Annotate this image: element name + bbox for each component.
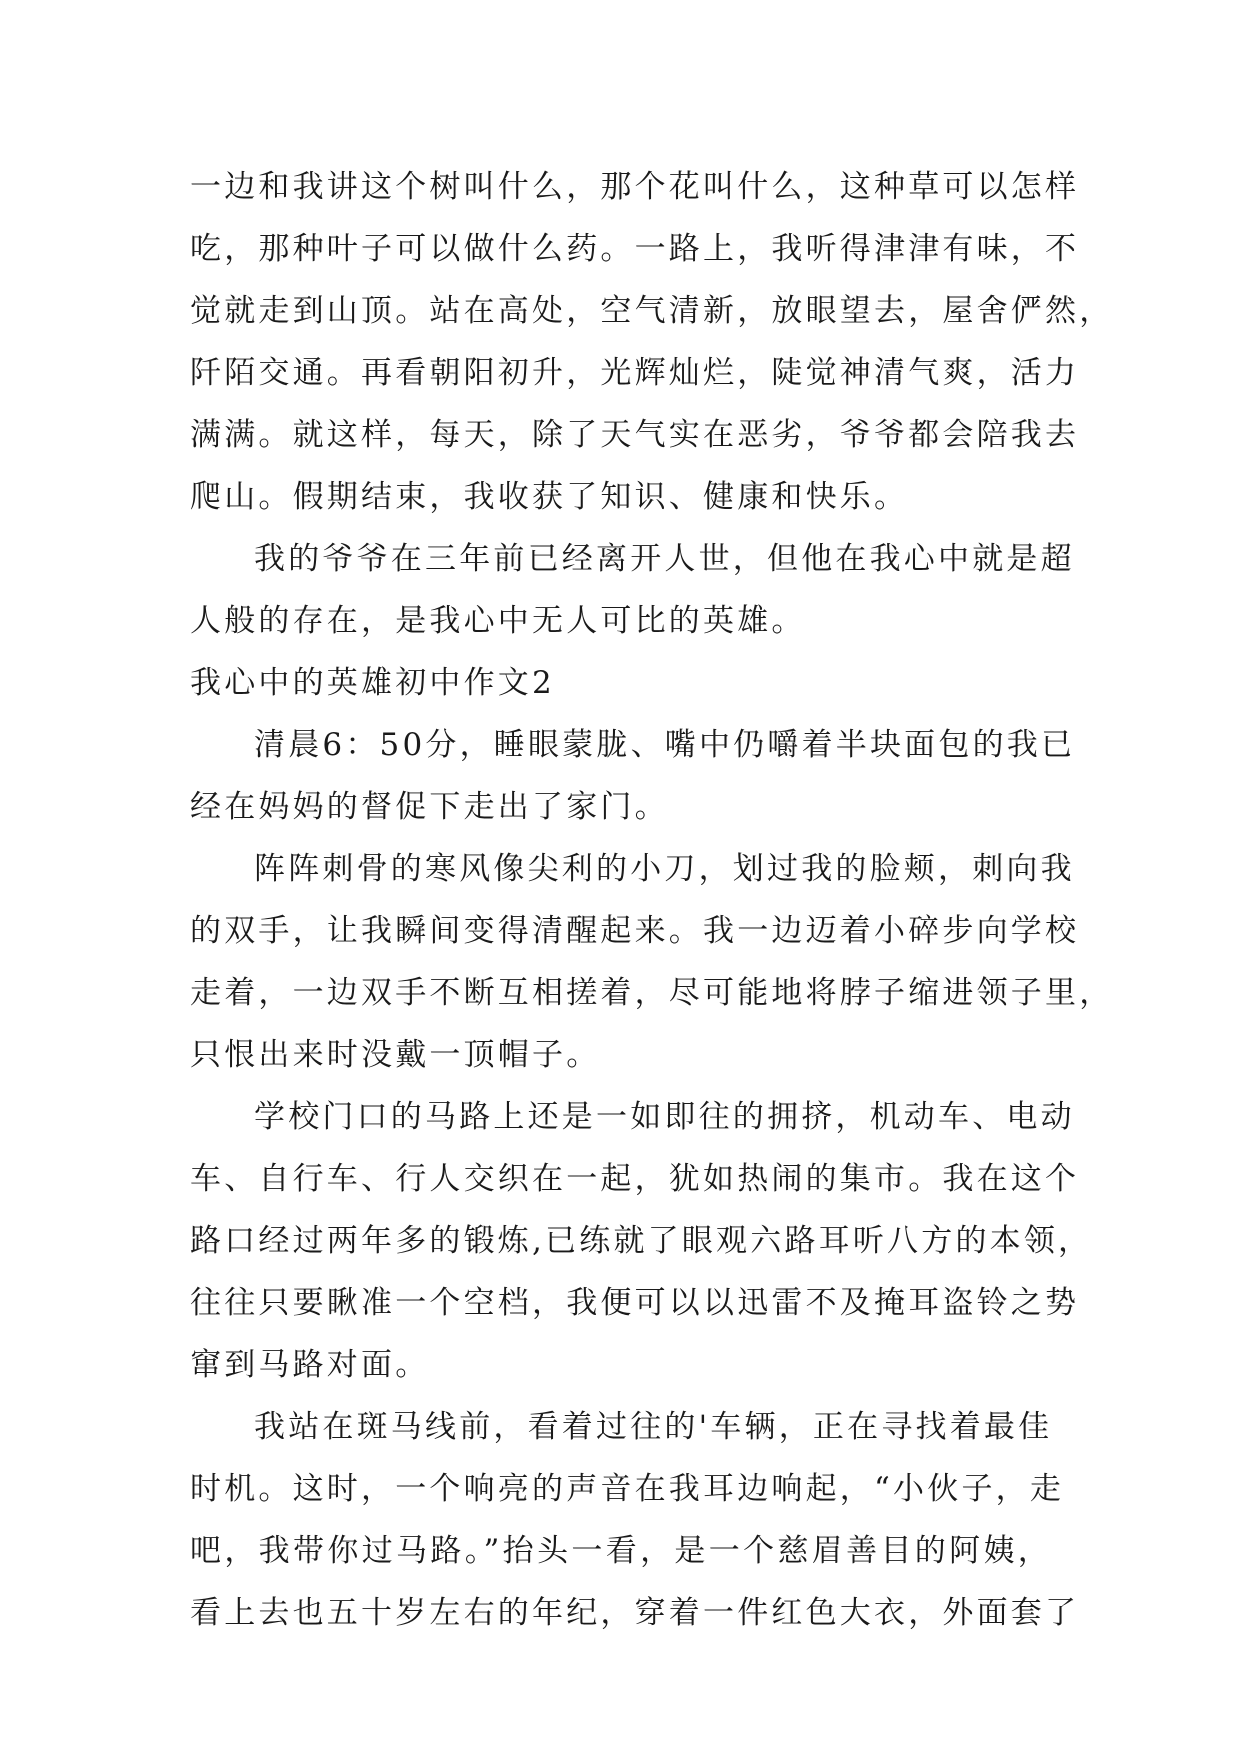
text-line: 满满。就这样，每天，除了天气实在恶劣，爷爷都会陪我去 (190, 417, 1080, 453)
text-line: 窜到马路对面。 (190, 1347, 430, 1383)
text-line: 只恨出来时没戴一顶帽子。 (190, 1037, 601, 1073)
text-line: 一边和我讲这个树叫什么，那个花叫什么，这种草可以怎样 (190, 169, 1080, 205)
text-line: 阡陌交通。再看朝阳初升，光辉灿烂，陡觉神清气爽，活力 (190, 355, 1080, 391)
paragraph-first-line: 我站在斑马线前，看着过往的'车辆，正在寻找着最佳 (254, 1409, 1053, 1445)
text-line: 爬山。假期结束，我收获了知识、健康和快乐。 (190, 479, 909, 515)
text-line: 的双手，让我瞬间变得清醒起来。我一边迈着小碎步向学校 (190, 913, 1080, 949)
text-line: 觉就走到山顶。站在高处，空气清新，放眼望去，屋舍俨然， (190, 293, 1114, 329)
paragraph-first-line: 阵阵刺骨的寒风像尖利的小刀，划过我的脸颊，刺向我 (254, 851, 1075, 887)
text-line: 吧，我带你过马路。”抬头一看，是一个慈眉善目的阿姨， (190, 1533, 1052, 1569)
document-page (190, 156, 1114, 1644)
section-heading: 我心中的英雄初中作文2 (190, 665, 555, 701)
text-line: 人般的存在，是我心中无人可比的英雄。 (190, 603, 806, 639)
paragraph-first-line: 我的爷爷在三年前已经离开人世，但他在我心中就是超 (254, 541, 1075, 577)
text-line: 往往只要瞅准一个空档，我便可以以迅雷不及掩耳盗铃之势 (190, 1285, 1080, 1321)
text-line: 时机。这时，一个响亮的声音在我耳边响起，“小伙子，走 (190, 1471, 1065, 1507)
text-line: 吃，那种叶子可以做什么药。一路上，我听得津津有味，不 (190, 231, 1080, 267)
text-line: 路口经过两年多的锻炼,已练就了眼观六路耳听八方的本领， (190, 1223, 1093, 1259)
paragraph-first-line: 学校门口的马路上还是一如即往的拥挤，机动车、电动 (254, 1099, 1075, 1135)
text-line: 看上去也五十岁左右的年纪，穿着一件红色大衣，外面套了 (190, 1595, 1080, 1631)
text-line: 车、自行车、行人交织在一起，犹如热闹的集市。我在这个 (190, 1161, 1080, 1197)
text-line: 走着，一边双手不断互相搓着，尽可能地将脖子缩进领子里， (190, 975, 1114, 1011)
paragraph-first-line: 清晨6：50分，睡眼蒙胧、嘴中仍嚼着半块面包的我已 (254, 727, 1076, 763)
text-line: 经在妈妈的督促下走出了家门。 (190, 789, 669, 825)
